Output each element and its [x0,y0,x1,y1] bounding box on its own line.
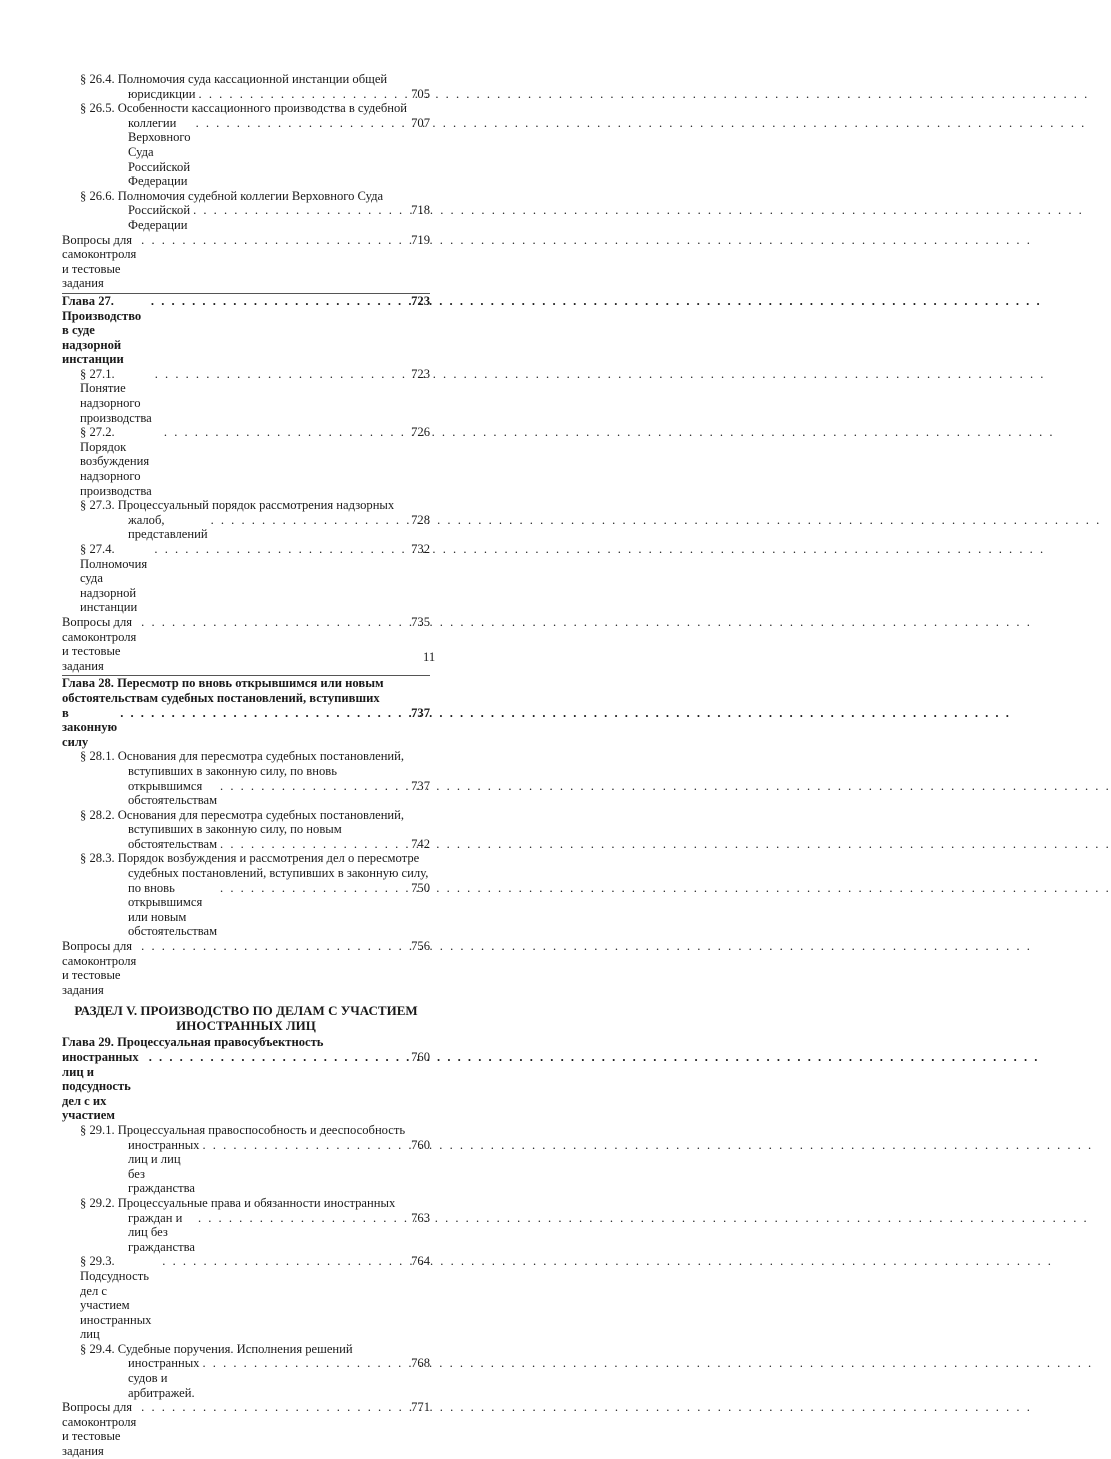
toc-entry-title: § 29.4. Судебные поручения. Исполнения решений [80,1341,353,1356]
toc-chapter [62,676,430,749]
toc-entry [62,1123,430,1196]
chapter-title: иностранных лиц и подсудность дел с их участием [62,1050,139,1123]
dot-leader [120,706,408,721]
dot-leader [199,87,409,102]
toc-entry-title: § 29.1. Процессуальная правоспособность и дееспособность [80,1122,406,1137]
toc-entry [62,1342,430,1400]
dot-leader [141,939,408,954]
page-number: 771 [411,1400,430,1415]
toc-entry [62,542,430,615]
dot-leader [162,1254,408,1269]
toc-entry-questions [62,233,430,291]
toc-entry [62,1196,430,1254]
toc [62,72,430,1459]
dot-leader [202,1138,408,1153]
page-number: 707 [411,115,430,130]
chapter-title: Глава 29. Процессуальная правосубъектность [62,1035,324,1050]
toc-entry [62,367,430,425]
toc-entry-questions [62,615,430,673]
page-number: 760 [411,1050,430,1064]
toc-entry-title: § 26.6. Полномочия судебной коллегии Верховного Суда [80,188,384,203]
toc-entry-title: § 28.2. Основания для пересмотра судебных постановлений, [80,807,405,822]
dot-leader [149,1050,408,1065]
toc-entry-title: § 26.5. Особенности кассационного производства в судебной [80,101,408,116]
page-footer-number: 11 [423,650,436,664]
page-number: 737 [411,778,430,793]
toc-entry-title: § 28.3. Порядок возбуждения и рассмотрения дел о пересмотре [80,851,420,866]
page-number: 732 [411,542,430,556]
toc-entry-title: открывшимся обстоятельствам [128,778,218,808]
page-number: 735 [411,614,430,629]
page-number: 705 [411,86,430,101]
toc-entry-questions [62,1400,430,1458]
toc-entry [62,189,430,233]
page-number: 742 [411,836,430,851]
dot-leader [155,367,408,382]
chapter-title: Глава 27. Производство в суде надзорной инстанции [62,293,142,367]
page-number: 737 [411,705,430,720]
dot-leader [196,116,409,131]
toc-entry [62,425,430,498]
toc-entry-title: иностранных судов и арбитражей. [128,1356,200,1400]
chapter-title: обстоятельствам судебных постановлений, вступивших [62,690,380,705]
toc-entry [62,72,430,101]
toc-entry-title: судебных постановлений, вступивших в законную силу, [128,866,429,881]
toc-entry [62,498,430,542]
toc-entry-title: жалоб, представлений [128,512,208,542]
toc-entry-title: Российской Федерации [128,203,191,232]
dot-leader [202,1356,408,1371]
page-number: 764 [411,1254,430,1269]
dot-leader [164,425,408,440]
toc-entry-title: § 27.1. Понятие надзорного производства [80,366,152,425]
toc-entry-title: юрисдикции [128,86,196,101]
page-number: 719 [411,232,430,247]
toc-entry-title: Вопросы для самоконтроля и тестовые задания [62,1400,137,1459]
dot-leader [220,837,408,852]
dot-leader [141,1400,408,1415]
page-number: 760 [411,1137,430,1152]
dot-leader [151,294,408,309]
dot-leader [141,233,408,248]
page-number: 750 [411,880,430,895]
dot-leader [220,779,408,794]
toc-entry-title: Вопросы для самоконтроля и тестовые задания [62,232,137,291]
dot-leader [193,203,408,218]
page-number: 718 [411,203,430,218]
dot-leader [141,615,408,630]
toc-entry-title: вступивших в законную силу, по новым [128,822,342,837]
toc-entry-title: § 29.3. Подсудность дел с участием иностранных лиц [80,1254,152,1342]
toc-entry-title: § 27.2. Порядок возбуждения надзорного производства [80,425,152,498]
part-title: ИНОСТРАННЫХ ЛИЦ [176,1018,316,1034]
toc-entry [62,1254,430,1342]
page-number: 756 [411,939,430,954]
toc-entry-title: Вопросы для самоконтроля и тестовые задания [62,614,137,673]
toc-chapter [62,1035,430,1123]
page-number: 768 [411,1356,430,1371]
page-number: 723 [411,293,430,308]
page-number: 728 [411,512,430,527]
toc-entry [62,749,430,807]
toc-entry-title: § 28.1. Основания для пересмотра судебных постановлений, [80,749,405,764]
toc-entry-title: граждан и лиц без гражданства [128,1210,195,1254]
dot-leader [154,542,408,557]
toc-entry-title: вступивших в законную силу, по вновь [128,763,337,778]
toc-entry [62,101,430,189]
dot-leader [220,881,408,896]
toc-entry-title: § 27.4. Полномочия суда надзорной инстанции [80,542,148,615]
toc-entry-title: по вновь открывшимся или новым обстоятельствам [128,880,218,939]
toc-entry-title: § 29.2. Процессуальные права и обязанности иностранных [80,1195,396,1210]
page-number: 763 [411,1210,430,1225]
dot-leader [198,1211,408,1226]
toc-entry [62,851,430,939]
page-number: 723 [411,366,430,381]
toc-entry-title: Вопросы для самоконтроля и тестовые задания [62,939,137,997]
toc-entry-title: § 26.4. Полномочия суда кассационной инстанции общей [80,72,388,86]
toc-entry-title: иностранных лиц и лиц без гражданства [128,1137,200,1196]
chapter-title: в законную силу [62,705,118,749]
toc-entry-title: § 27.3. Процессуальный порядок рассмотрения надзорных [80,498,395,513]
toc-entry [62,808,430,852]
part-title: РАЗДЕЛ V. ПРОИЗВОДСТВО ПО ДЕЛАМ С УЧАСТИЕМ [74,1003,418,1019]
toc-chapter [62,294,430,367]
dot-leader [211,513,409,528]
toc-entry-title: коллегии Верховного Суда Российской Федерации [128,115,191,189]
toc-entry-questions [62,939,430,997]
page-number: 726 [411,425,430,440]
part-heading [62,1003,430,1033]
toc-entry-title: обстоятельствам [128,836,218,851]
chapter-title: Глава 28. Пересмотр по вновь открывшимся или новым [62,676,384,691]
